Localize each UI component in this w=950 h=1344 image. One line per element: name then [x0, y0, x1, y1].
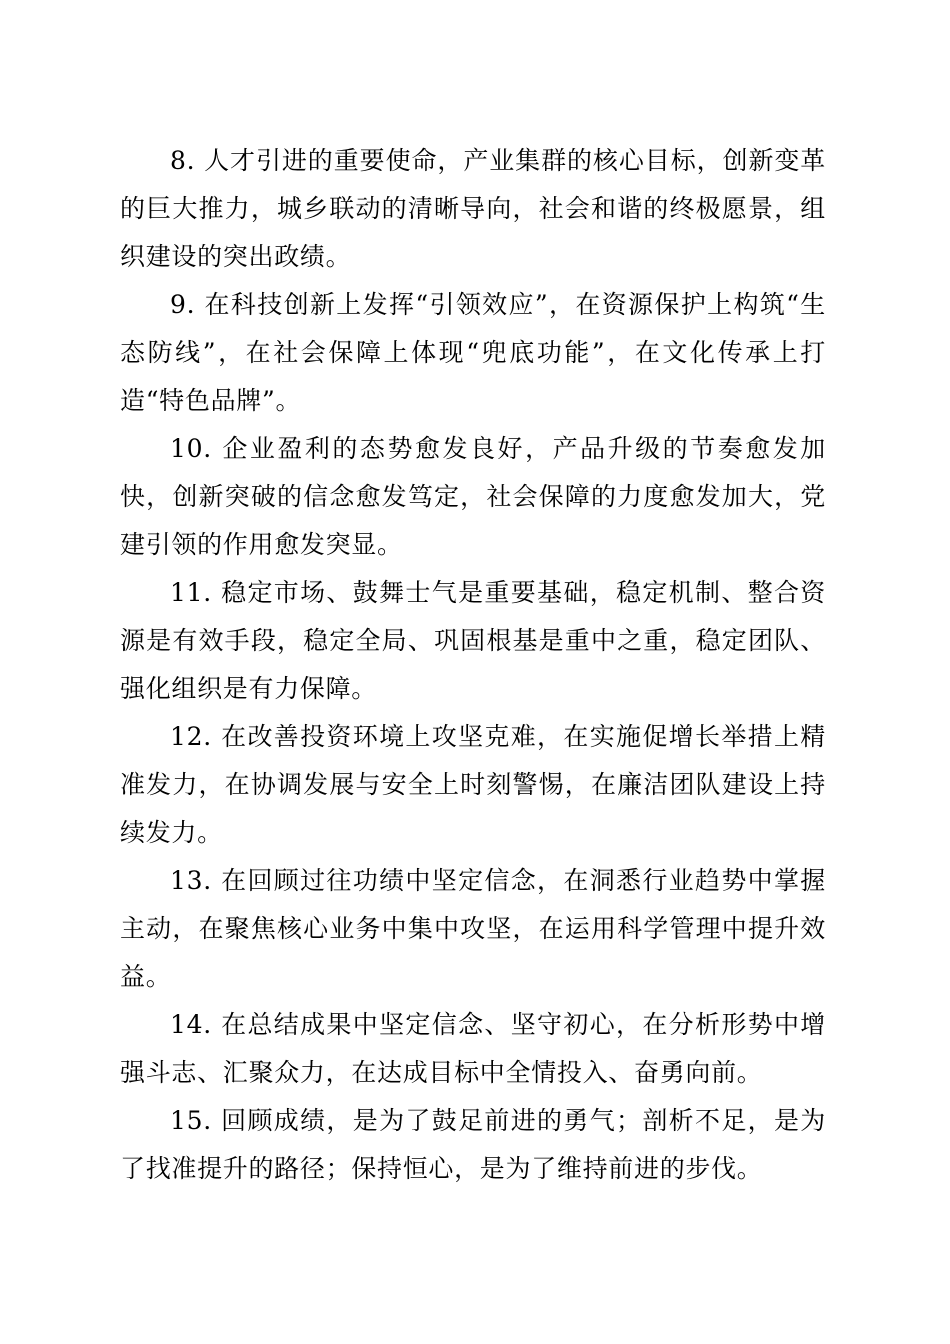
paragraph-15: 15. 回顾成绩，是为了鼓足前进的勇气；剖析不足，是为了找准提升的路径；保持恒心，是为了维持前进的步伐。 — [120, 1106, 826, 1183]
paragraph-11: 11. 稳定市场、鼓舞士气是重要基础，稳定机制、整合资源是有效手段，稳定全局、巩固根基是重中之重，稳定团队、强化组织是有力保障。 — [120, 578, 826, 703]
paragraph-8: 8. 人才引进的重要使命，产业集群的核心目标，创新变革的巨大推力，城乡联动的清晰导向，社会和谐的终极愿景，组织建设的突出政绩。 — [120, 146, 826, 271]
paragraph-12: 12. 在改善投资环境上攻坚克难，在实施促增长举措上精准发力，在协调发展与安全上时刻警惕，在廉洁团队建设上持续发力。 — [120, 722, 826, 847]
paragraph-9: 9. 在科技创新上发挥“引领效应”，在资源保护上构筑“生态防线”，在社会保障上体现“兜底功能”，在文化传承上打造“特色品牌”。 — [120, 290, 826, 415]
document-body — [120, 137, 826, 1193]
paragraph-10: 10. 企业盈利的态势愈发良好，产品升级的节奏愈发加快，创新突破的信念愈发笃定，社会保障的力度愈发加大，党建引领的作用愈发突显。 — [120, 434, 826, 559]
paragraph-13: 13. 在回顾过往功绩中坚定信念，在洞悉行业趋势中掌握主动，在聚焦核心业务中集中攻坚，在运用科学管理中提升效益。 — [120, 866, 826, 991]
paragraph-14: 14. 在总结成果中坚定信念、坚守初心，在分析形势中增强斗志、汇聚众力，在达成目标中全情投入、奋勇向前。 — [120, 1010, 826, 1087]
